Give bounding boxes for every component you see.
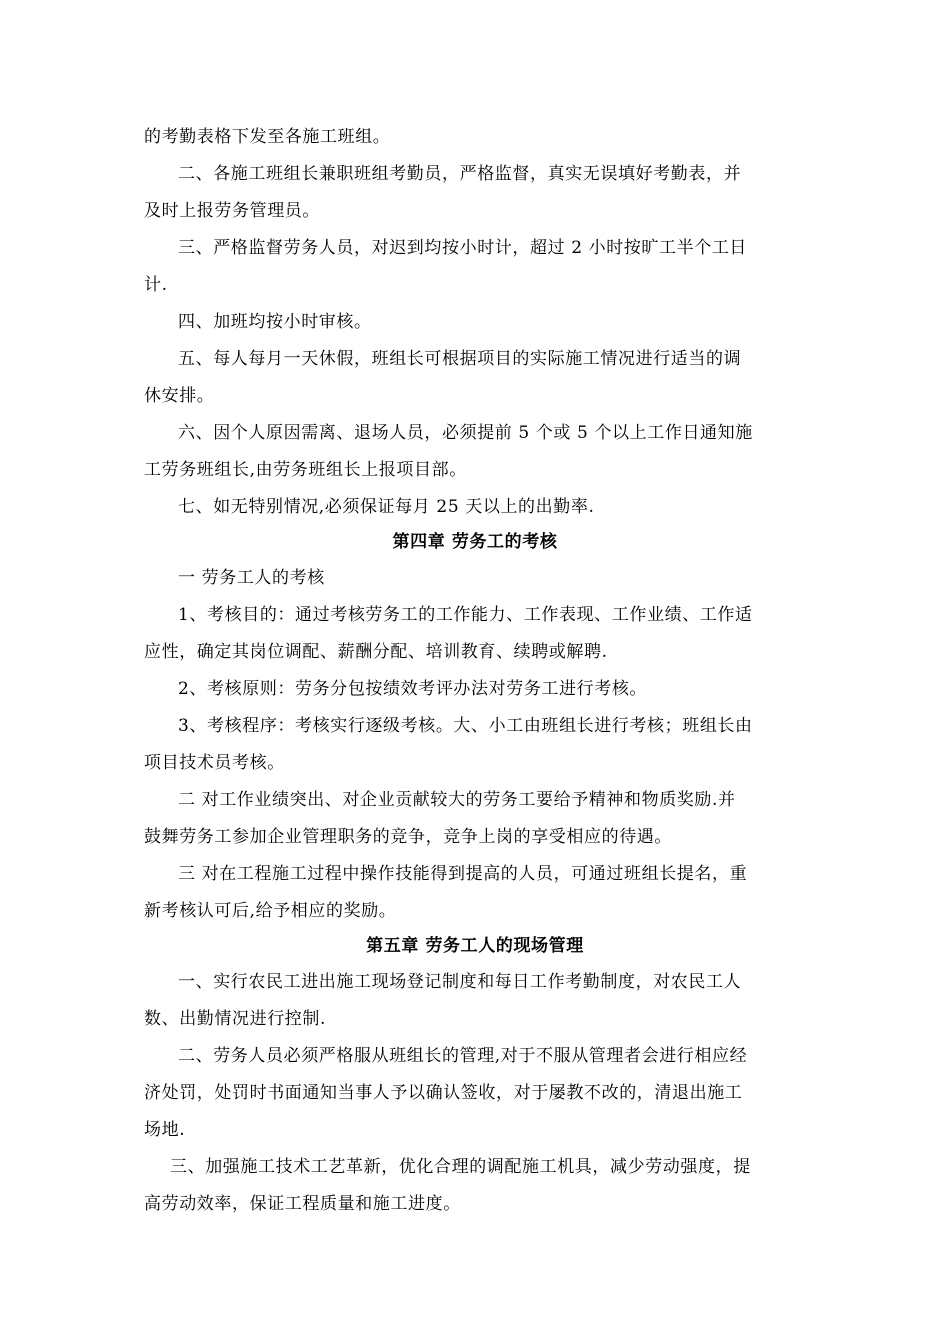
paragraph-line: 新考核认可后,给予相应的奖励。: [144, 901, 397, 921]
paragraph-line: 一、实行农民工进出施工现场登记制度和每日工作考勤制度，对农民工人: [178, 972, 742, 992]
paragraph-line: 五、每人每月一天休假，班组长可根据项目的实际施工情况进行适当的调: [178, 349, 742, 369]
paragraph-line: 1、考核目的：通过考核劳务工的工作能力、工作表现、工作业绩、工作适: [178, 605, 753, 625]
paragraph-line: 三、加强施工技术工艺革新，优化合理的调配施工机具，减少劳动强度，提: [170, 1157, 751, 1177]
paragraph-line: 三 对在工程施工过程中操作技能得到提高的人员，可通过班组长提名，重: [178, 864, 748, 884]
paragraph-line: 2、考核原则：劳务分包按绩效考评办法对劳务工进行考核。: [178, 679, 648, 699]
paragraph-line: 数、出勤情况进行控制.: [144, 1009, 327, 1029]
paragraph-line: 鼓舞劳务工参加企业管理职务的竞争，竞争上岗的享受相应的待遇。: [144, 827, 672, 847]
paragraph-line: 六、因个人原因需离、退场人员，必须提前 5 个或 5 个以上工作日通知施: [178, 423, 753, 443]
paragraph-line: 3、考核程序：考核实行逐级考核。大、小工由班组长进行考核；班组长由: [178, 716, 753, 736]
paragraph-line: 及时上报劳务管理员。: [144, 201, 320, 221]
paragraph-line: 二、各施工班组长兼职班组考勤员，严格监督，真实无误填好考勤表，并: [178, 164, 742, 184]
paragraph-line: 四、加班均按小时审核。: [178, 312, 372, 332]
paragraph-line: 七、如无特别情况,必须保证每月 25 天以上的出勤率.: [178, 497, 595, 517]
paragraph-line: 二、劳务人员必须严格服从班组长的管理,对于不服从管理者会进行相应经: [178, 1046, 748, 1066]
paragraph-line: 的考勤表格下发至各施工班组。: [144, 127, 391, 147]
paragraph-line: 休安排。: [144, 386, 215, 406]
paragraph-line: 高劳动效率，保证工程质量和施工进度。: [144, 1194, 461, 1214]
paragraph-line: 场地.: [144, 1120, 186, 1140]
paragraph-line: 计.: [144, 275, 168, 295]
chapter-heading: 第五章 劳务工人的现场管理: [366, 936, 584, 956]
section-heading: 一 劳务工人的考核: [178, 568, 325, 588]
paragraph-line: 济处罚，处罚时书面通知当事人予以确认签收，对于屡教不改的，清退出施工: [144, 1083, 743, 1103]
paragraph-line: 应性，确定其岗位调配、薪酬分配、培训教育、续聘或解聘.: [144, 642, 608, 662]
paragraph-line: 三、严格监督劳务人员，对迟到均按小时计，超过 2 小时按旷工半个工日: [178, 238, 748, 258]
paragraph-line: 工劳务班组长,由劳务班组长上报项目部。: [144, 460, 467, 480]
paragraph-line: 二 对工作业绩突出、对企业贡献较大的劳务工要给予精神和物质奖励.并: [178, 790, 736, 810]
chapter-heading: 第四章 劳务工的考核: [392, 532, 558, 552]
paragraph-line: 项目技术员考核。: [144, 753, 285, 773]
